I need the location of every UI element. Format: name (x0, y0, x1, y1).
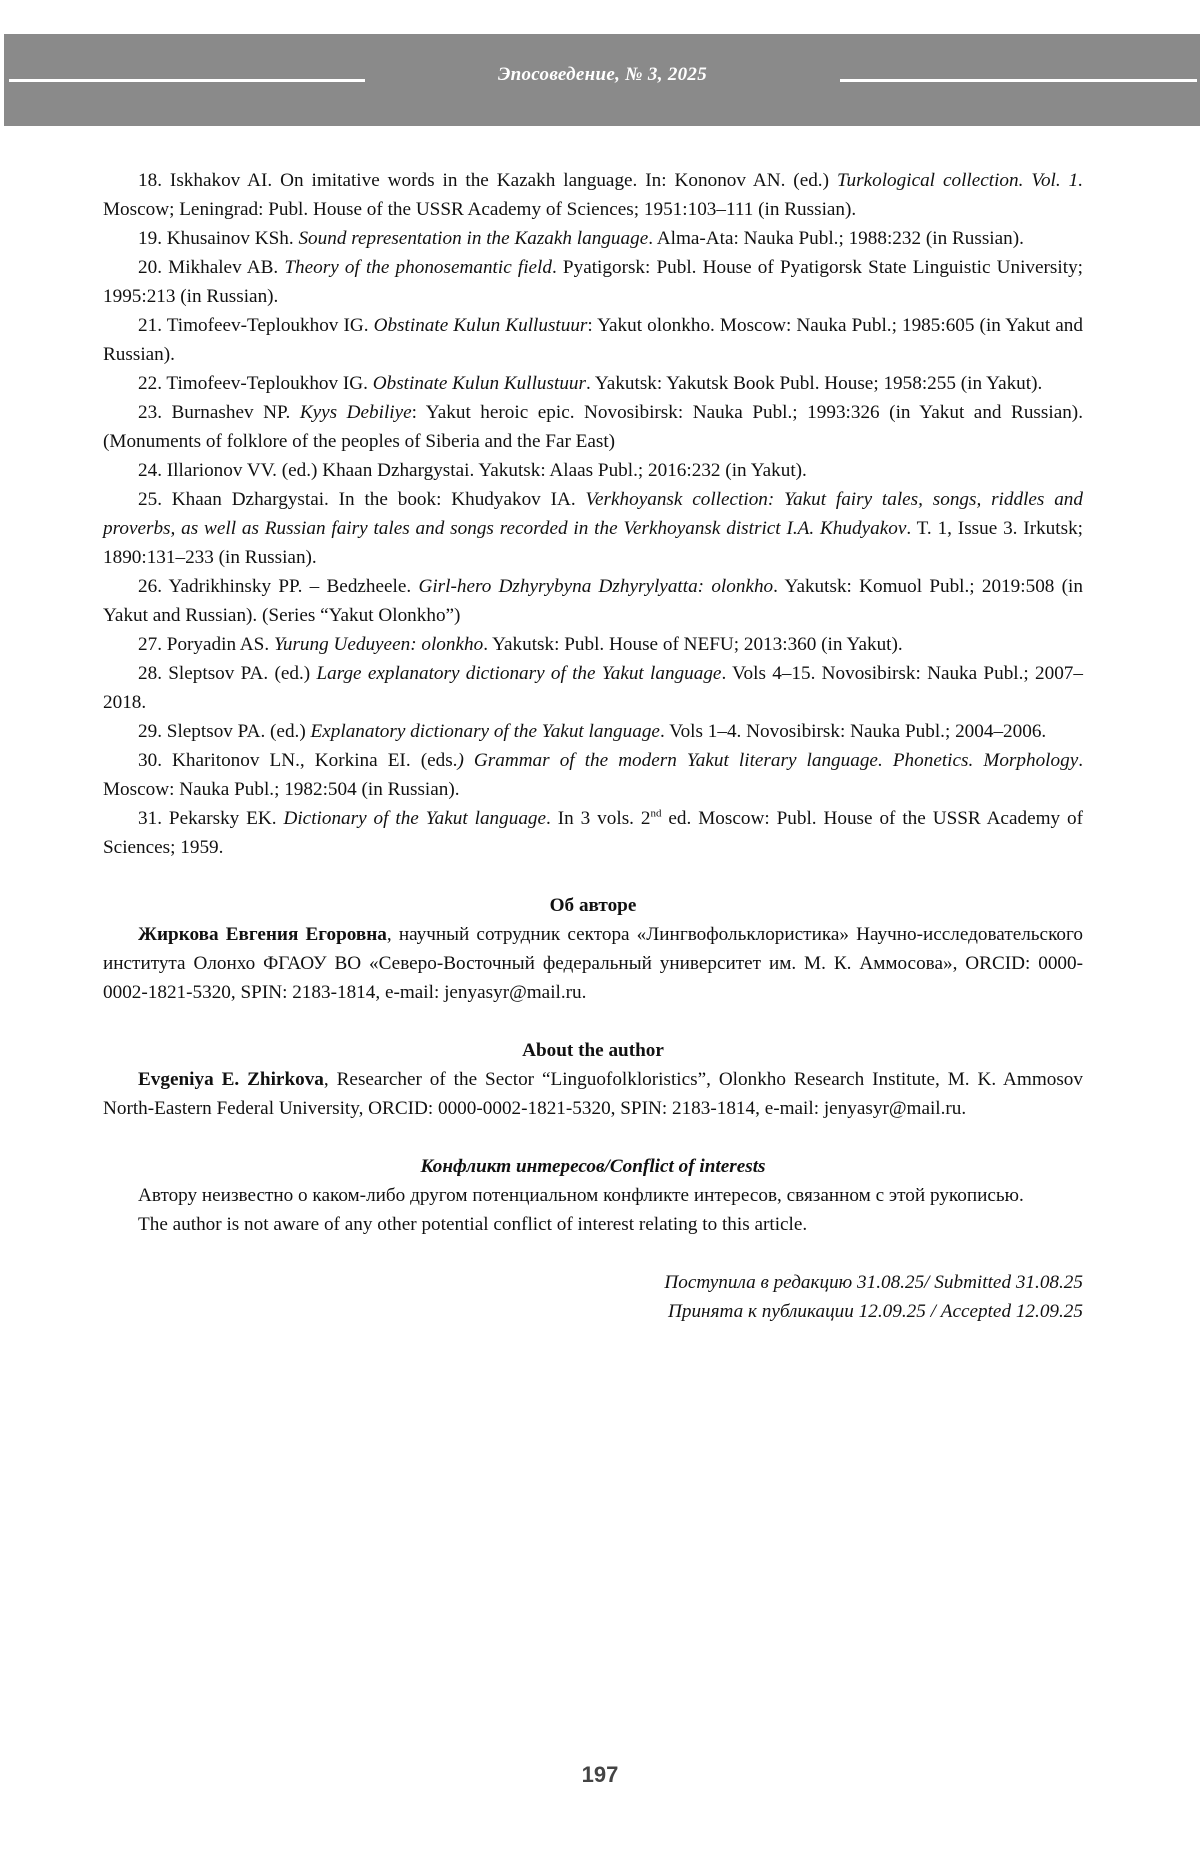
reference-item: 18. Iskhakov AI. On imitative words in the Kazakh language. In: Kononov AN. (ed.) Turkological collection. Vol. 1. Moscow; Leningrad: Publ. House of the USSR Academy of Sciences; 1951:103–111 (in Russian). (103, 170, 1083, 220)
header-rule-left (9, 79, 365, 82)
page-content (103, 166, 1083, 1326)
author-name-en: Evgeniya E. Zhirkova (138, 1069, 324, 1090)
reference-item: 24. Illarionov VV. (ed.) Khaan Dzhargystai. Yakutsk: Alaas Publ.; 2016:232 (in Yakut). (138, 460, 807, 481)
running-header (4, 34, 1200, 126)
author-name-ru: Жиркова Евгения Егоровна (138, 924, 387, 945)
about-heading-ru: Об авторе (549, 895, 637, 916)
reference-item: 31. Pekarsky EK. Dictionary of the Yakut language. In 3 vols. 2nd ed. Moscow: Publ. House of the USSR Academy of Sciences; 1959. (103, 807, 1084, 858)
about-author-ru (103, 891, 1083, 1007)
reference-item: 21. Timofeev-Teploukhov IG. Obstinate Kulun Kullustuur: Yakut olonkho. Moscow: Nauka Publ.; 1985:605 (in Yakut and Russian). (103, 315, 1083, 365)
reference-item: 27. Poryadin AS. Yurung Ueduyeen: olonkho. Yakutsk: Publ. House of NEFU; 2013:360 (in Yakut). (138, 634, 903, 655)
reference-item: 23. Burnashev NP. Kyys Debiliye: Yakut heroic epic. Novosibirsk: Nauka Publ.; 1993:326 (in Yakut and Russian). (Monuments of folklore of the peoples of Siberia and the Far East) (103, 402, 1083, 452)
about-text-ru: Жиркова Евгения Егоровна, научный сотрудник сектора «Лингвофольклористика» Научно-исследовательского института Олонхо ФГАОУ ВО «Северо-Восточный федеральный университет им. М. К. Аммосова», ORCID: 0000-0002-1821-5320, SPIN: 2183-1814, e-mail: jenyasyr@mail.ru. (103, 924, 1083, 1003)
reference-list (103, 166, 1083, 862)
submission-dates (103, 1268, 1083, 1326)
header-rule-right (840, 79, 1197, 82)
conflict-section (103, 1152, 1083, 1239)
reference-item: 25. Khaan Dzhargystai. In the book: Khudyakov IA. Verkhoyansk collection: Yakut fairy tales, songs, riddles and proverbs, as well as Russian fairy tales and songs recorded in the Verkhoyansk district I.A. Khudyakov. T. 1, Issue 3. Irkutsk; 1890:131–233 (in Russian). (103, 489, 1084, 568)
journal-title: Эпосоведение, № 3, 2025 (497, 64, 708, 85)
reference-item: 28. Sleptsov PA. (ed.) Large explanatory dictionary of the Yakut language. Vols 4–15. Novosibirsk: Nauka Publ.; 2007–2018. (103, 663, 1083, 713)
conflict-text-ru: Автору неизвестно о каком-либо другом потенциальном конфликте интересов, связанном с этой рукописью. (138, 1185, 1024, 1206)
reference-item: 19. Khusainov KSh. Sound representation in the Kazakh language. Alma-Ata: Nauka Publ.; 1988:232 (in Russian). (138, 228, 1024, 249)
reference-item: 20. Mikhalev AB. Theory of the phonosemantic field. Pyatigorsk: Publ. House of Pyatigorsk State Linguistic University; 1995:213 (in Russian). (103, 257, 1083, 307)
conflict-text-en: The author is not aware of any other potential conflict of interest relating to this article. (138, 1214, 808, 1235)
page-number: 197 (581, 1762, 619, 1787)
received-date: Поступила в редакцию 31.08.25/ Submitted 31.08.25 (664, 1272, 1083, 1293)
conflict-heading: Конфликт интересов/Conflict of interests (420, 1156, 766, 1177)
reference-item: 30. Kharitonov LN., Korkina EI. (eds.) Grammar of the modern Yakut literary language. Phonetics. Morphology. Moscow: Nauka Publ.; 1982:504 (in Russian). (103, 750, 1084, 800)
reference-item: 22. Timofeev-Teploukhov IG. Obstinate Kulun Kullustuur. Yakutsk: Yakutsk Book Publ. House; 1958:255 (in Yakut). (138, 373, 1043, 394)
accepted-date: Принята к публикации 12.09.25 / Accepted 12.09.25 (668, 1301, 1083, 1322)
about-heading-en: About the author (522, 1040, 664, 1061)
reference-item: 26. Yadrikhinsky PP. – Bedzheele. Girl-hero Dzhyrybyna Dzhyrylyatta: olonkho. Yakutsk: Komuol Publ.; 2019:508 (in Yakut and Russian). (Series “Yakut Olonkho”) (103, 576, 1083, 626)
reference-item: 29. Sleptsov PA. (ed.) Explanatory dictionary of the Yakut language. Vols 1–4. Novosibirsk: Nauka Publ.; 2004–2006. (138, 721, 1047, 742)
about-author-en (103, 1036, 1083, 1123)
about-text-en: Evgeniya E. Zhirkova, Researcher of the Sector “Linguofolkloristics”, Olonkho Research Institute, M. K. Ammosov North-Eastern Federal University, ORCID: 0000-0002-1821-5320, SPIN: 2183-1814, e-mail: jenyasyr@mail.ru. (103, 1069, 1083, 1119)
